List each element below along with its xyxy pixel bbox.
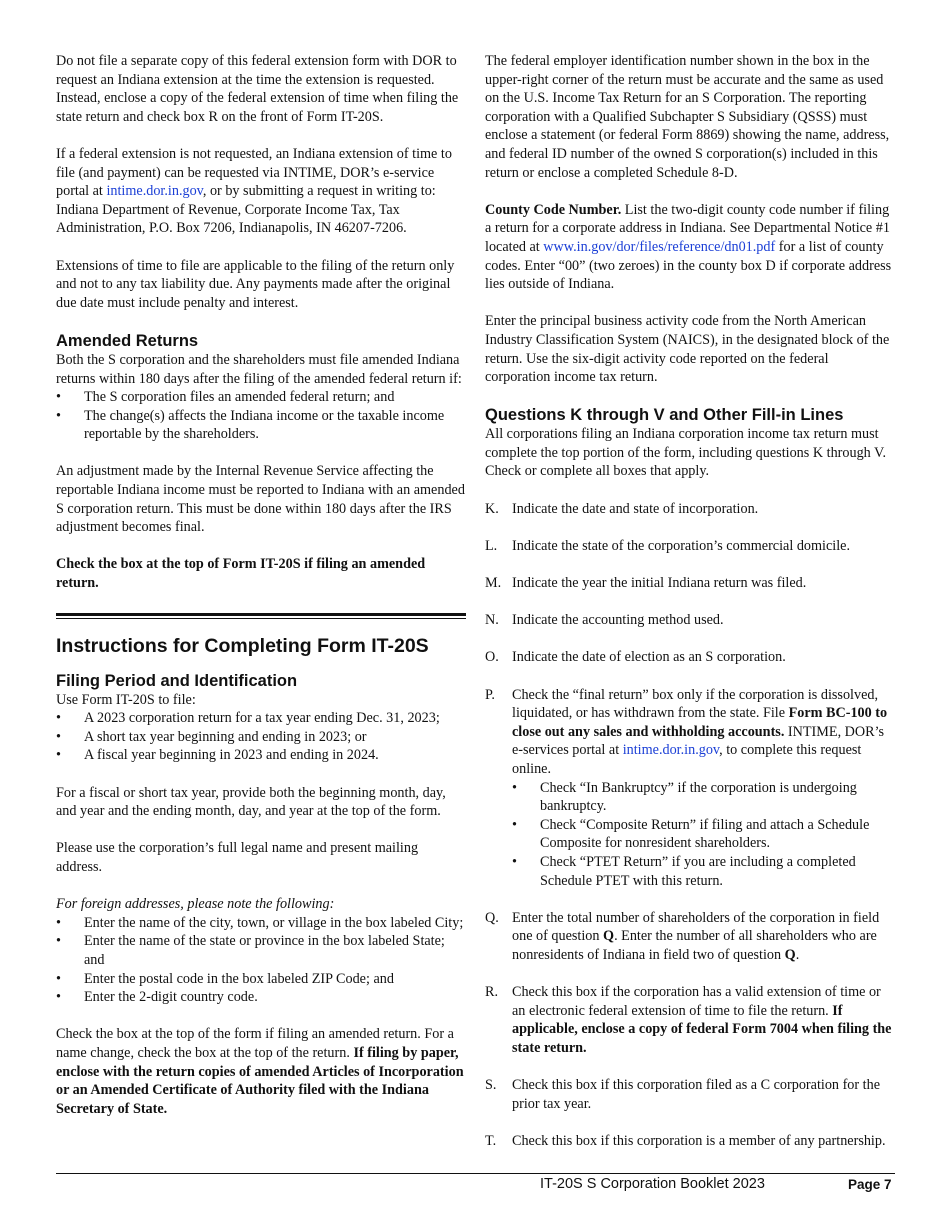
list-item: • Enter the postal code in the box labeled ZIP Code; and [56,970,466,989]
left-column [56,52,466,1137]
bold-text: Form BC-100 to close out any sales and withholding accounts. [512,705,888,740]
item-letter: L. [485,537,498,554]
item-text: Check this box if this corporation is a member of any partnership. [512,1132,886,1149]
italic-text: For foreign addresses, please note the following: [56,896,335,913]
text-span: Check the “final return” box only if the corporation is dissolved, liquidated, or has withdrawn from the state. File [512,686,879,722]
text-span: , to complete this request online. [512,742,862,777]
question-l [485,537,895,556]
item-letter: S. [485,1077,497,1094]
item-letter: N. [485,612,499,629]
fein-paragraph: The federal employer identification number shown in the box in the upper-right corner of the return must be accurate and the same as used on the U.S. Income Tax Return for an S Corporation. The reporting corporation with a Qualified Subchapter S Subsidiary (QSSS) must enclose a statement (or federal Form 8869) showing the name, address, and federal ID number of the owned S corporation(s) included in this return or enclose a completed Schedule 8-D. [485,53,890,181]
list-item: • A fiscal year beginning in 2023 and ending in 2024. [56,746,466,765]
text-span: List the two-digit county code number if filing a return for a corporate address in Indiana. See Departmental Notice #1 located at [485,201,890,255]
text-span: . [795,946,800,963]
item-text: Indicate the state of the corporation’s commercial domicile. [512,537,851,554]
text-span: Check the box at the top of the form if filing an amended return. For a name change, check the box at the top of the return. [56,1026,454,1061]
item-letter: O. [485,649,499,666]
bold-text: Q [784,946,796,963]
filing-intro: Use Form IT-20S to file: [56,691,196,708]
foreign-address-note [56,895,466,914]
question-n [485,611,895,630]
amended-bullet-list [56,388,466,444]
section-heading: Instructions for Completing Form IT-20S [56,634,429,657]
questions-heading: Questions K through V and Other Fill-in Lines [485,406,844,425]
extension-paragraph: Do not file a separate copy of this federal extension form with DOR to request an Indiana extension at the time the extension is requested. Instead, enclose a copy of the federal extension of time when filing the state return and check box R on the front of Form IT-20S. [56,53,459,125]
amended-returns-heading: Amended Returns [56,331,199,350]
item-text: Indicate the date of election as an S corporation. [512,649,786,666]
footer-title: IT-20S S Corporation Booklet 2023 [540,1176,765,1192]
list-item: • Enter the 2-digit country code. [56,988,466,1007]
intime-link[interactable]: intime.dor.in.gov [106,183,203,200]
question-k [485,500,895,519]
fiscal-year-paragraph: For a fiscal or short tax year, provide both the beginning month, day, and year and the ending month, day, and year at the top of the form. [56,784,446,820]
list-item: • Check “PTET Return” if you are including a completed Schedule PTET with this return. [512,853,895,890]
legal-name-paragraph: Please use the corporation’s full legal name and present mailing address. [56,840,419,875]
bold-text: County Code Number. [485,201,622,218]
final-return-bullet-list [512,779,895,891]
text-span: . Enter the number of all shareholders who are nonresidents of Indiana in field two of question [512,928,877,963]
text-span: , or by submitting a request in writing to: Indiana Department of Revenue, Corporate Income Tax, Tax Administration, P.O. Box 7206, Indianapolis, IN 46207-7206. [56,183,436,237]
question-p [485,686,895,891]
text-span: Check this box if the corporation has a valid extension of time or an electronic federal extension of time to file the return. [512,984,881,1019]
item-letter: M. [485,575,502,592]
right-column [485,52,895,1169]
text-span: Enter the total number of shareholders of the corporation in field one of question [512,909,880,945]
text-span: INTIME, DOR’s e-services portal at [512,723,885,759]
filing-bullet-list [56,709,466,765]
intime-extension-paragraph [56,145,466,238]
list-item: • Enter the name of the state or province in the box labeled State; and [56,932,466,969]
question-m [485,574,895,593]
list-item: • Check “In Bankruptcy” if the corporation is undergoing bankruptcy. [512,779,895,816]
item-text: Indicate the year the initial Indiana return was filed. [512,575,807,592]
item-text: Check this box if this corporation filed as a C corporation for the prior tax year. [512,1077,880,1112]
intime-link[interactable]: intime.dor.in.gov [622,742,720,759]
list-item: • Check “Composite Return” if filing and attach a Schedule Composite for nonresident shareholders. [512,816,895,853]
bold-text: Q [603,928,615,945]
extension-liability-paragraph: Extensions of time to file are applicable to the filing of the return only and not to any tax liability due. Any payments made after the original due date must include penalty and interest. [56,257,455,311]
name-change-paragraph [56,1025,466,1118]
bold-text: If filing by paper, enclose with the return copies of amended Articles of Incorporation or an Amended Certificate of Authority filed with the Indiana Secretary of State. [56,1044,464,1117]
bold-text: Check the box at the top of Form IT-20S if filing an amended return. [56,556,426,592]
irs-adjustment-paragraph: An adjustment made by the Internal Revenue Service affecting the reportable Indiana income must be reported to Indiana with an amended S corporation return. This must be done within 180 days after the IRS adjustment becomes final. [56,463,465,536]
list-item: • Enter the name of the city, town, or village in the box labeled City; [56,914,466,933]
bold-text: If applicable, enclose a copy of federal Form 7004 when filing the state return. [512,1002,892,1056]
section-divider [56,613,466,619]
list-item: • The S corporation files an amended federal return; and [56,388,466,407]
foreign-bullet-list [56,914,466,1007]
questions-intro: All corporations filing an Indiana corporation income tax return must complete the top portion of the form, including questions K through V. Check or complete all boxes that apply. [485,426,887,480]
question-r [485,983,895,1057]
item-letter: R. [485,984,499,1001]
item-letter: P. [485,686,495,703]
footer-divider [56,1173,895,1174]
text-span: for a list of county codes. Enter “00” (two zeroes) in the county box D if corporate address lies outside of Indiana. [485,238,892,293]
filing-period-heading: Filing Period and Identification [56,671,298,690]
item-text: Indicate the accounting method used. [512,612,724,629]
item-letter: T. [485,1132,497,1149]
list-item: • A short tax year beginning and ending in 2023; or [56,728,466,747]
naics-paragraph: Enter the principal business activity code from the North American Industry Classification System (NAICS), in the designated block of the return. Use the six-digit activity code reported on the federal corporation income tax return. [485,313,890,386]
county-code-paragraph [485,201,895,294]
list-item: • The change(s) affects the Indiana income or the taxable income reportable by the shareholders. [56,407,466,444]
list-item: • A 2023 corporation return for a tax year ending Dec. 31, 2023; [56,709,466,728]
item-text [512,686,895,779]
question-s [485,1076,895,1113]
question-t [485,1132,895,1151]
question-o [485,648,895,667]
item-letter: Q. [485,909,499,926]
question-q [485,909,895,965]
item-letter: K. [485,500,499,517]
county-codes-link[interactable]: www.in.gov/dor/files/reference/dn01.pdf [543,238,776,255]
item-text: Indicate the date and state of incorporation. [512,500,759,517]
page-number: Page 7 [848,1177,892,1192]
amended-checkbox-note [56,555,466,592]
text-span: If a federal extension is not requested, an Indiana extension of time to file (and payment) can be requested via INTIME, DOR’s e-service portal at [56,145,452,200]
amended-intro: Both the S corporation and the shareholders must file amended Indiana returns within 180 days after the filing of the amended federal return if: [56,351,462,387]
